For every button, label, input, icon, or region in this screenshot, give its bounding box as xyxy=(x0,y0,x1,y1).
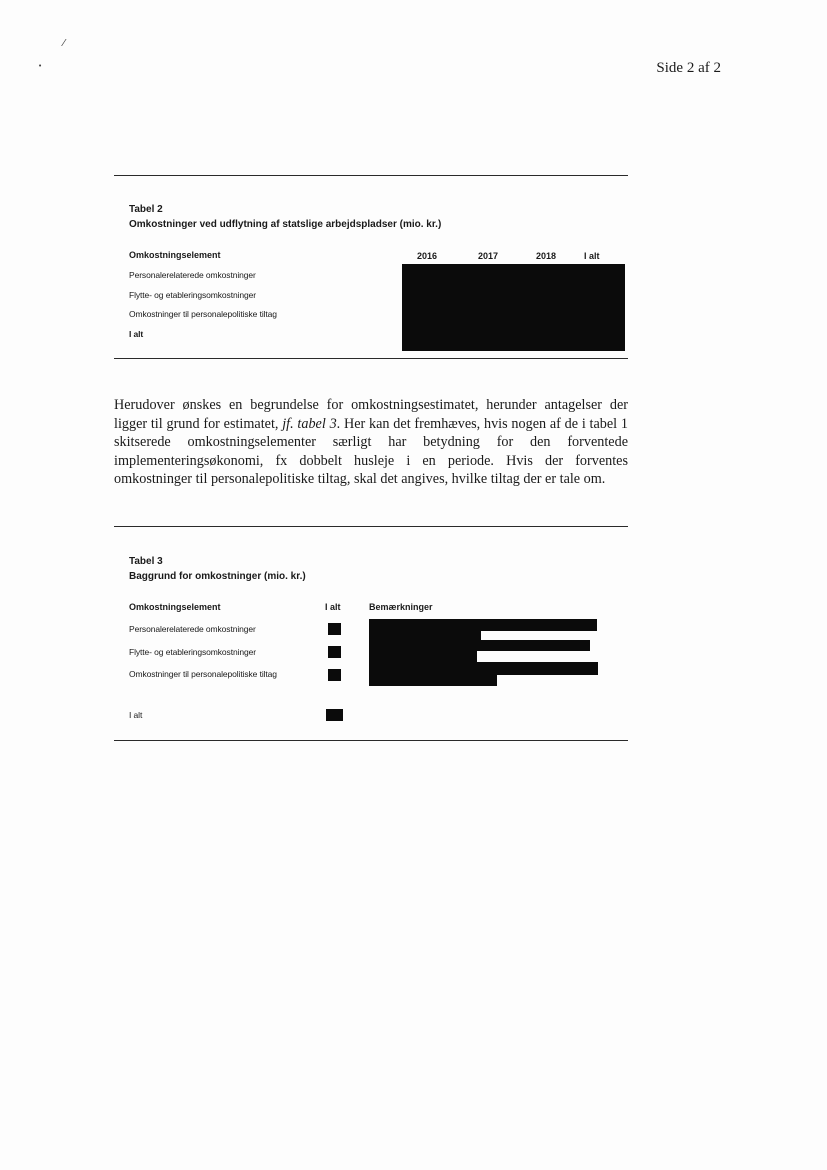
table3-row-personnel: Personalerelaterede omkostninger xyxy=(129,624,256,634)
scan-mark: • xyxy=(38,62,43,70)
table2-header-total: I alt xyxy=(584,251,600,261)
body-paragraph xyxy=(114,396,628,489)
table2-top-rule xyxy=(114,175,628,176)
paragraph-text-continued: . Her kan det fremhæves, hvis nogen af de i tabel 1 skitserede omkostningselementer særligt har betydning for den forventede implementeringsøkonomi, fx dobbelt husleje i en periode. Hvis der forventes omkostninger til personalepolitiske tiltag, skal det angives, hvilke tiltag der er tale om. xyxy=(114,415,628,487)
table3-caption: Baggrund for omkostninger (mio. kr.) xyxy=(129,571,306,582)
table-reference: jf. tabel 3 xyxy=(282,415,337,432)
table3-header-total: I alt xyxy=(325,602,341,612)
table2-row-hr-measures: Omkostninger til personalepolitiske tiltag xyxy=(129,309,277,319)
table3-row-relocation: Flytte- og etableringsomkostninger xyxy=(129,647,256,657)
paragraph-text: Herudover ønskes en begrundelse for omkostningsestimatet, herunder antagelser der ligger til grund for estimatet, xyxy=(114,397,628,432)
table2-header-year-2017: 2017 xyxy=(478,251,499,261)
redaction-block xyxy=(369,675,497,686)
table3-top-rule xyxy=(114,526,628,527)
table2-header-element: Omkostningselement xyxy=(129,250,221,260)
table3-label: Tabel 3 xyxy=(129,556,163,567)
redaction-block xyxy=(369,631,481,640)
table2-row-relocation: Flytte- og etableringsomkostninger xyxy=(129,290,256,300)
redaction-block xyxy=(369,662,598,675)
scan-mark: ⁄ xyxy=(63,38,65,49)
table2-label: Tabel 2 xyxy=(129,204,163,215)
redaction-block xyxy=(328,646,341,658)
redaction-block xyxy=(369,651,477,662)
page-number: Side 2 af 2 xyxy=(656,60,721,76)
table3-bottom-rule xyxy=(114,740,628,741)
redaction-block xyxy=(369,640,590,651)
table2-caption: Omkostninger ved udflytning af statslige arbejdspladser (mio. kr.) xyxy=(129,219,442,230)
redaction-block xyxy=(326,709,343,721)
redaction-block xyxy=(328,669,341,681)
table3-header-remarks: Bemærkninger xyxy=(369,602,433,612)
table3-row-hr-measures: Omkostninger til personalepolitiske tiltag xyxy=(129,669,277,679)
redaction-block xyxy=(369,619,597,631)
table2-bottom-rule xyxy=(114,358,628,359)
table2-row-total: I alt xyxy=(129,329,144,339)
table2-row-personnel: Personalerelaterede omkostninger xyxy=(129,270,256,280)
redaction-block xyxy=(402,264,625,351)
table3-row-total: I alt xyxy=(129,710,143,720)
table3-header-element: Omkostningselement xyxy=(129,602,221,612)
redaction-block xyxy=(328,623,341,635)
table2-header-year-2016: 2016 xyxy=(417,251,438,261)
table2-header-year-2018: 2018 xyxy=(536,251,557,261)
